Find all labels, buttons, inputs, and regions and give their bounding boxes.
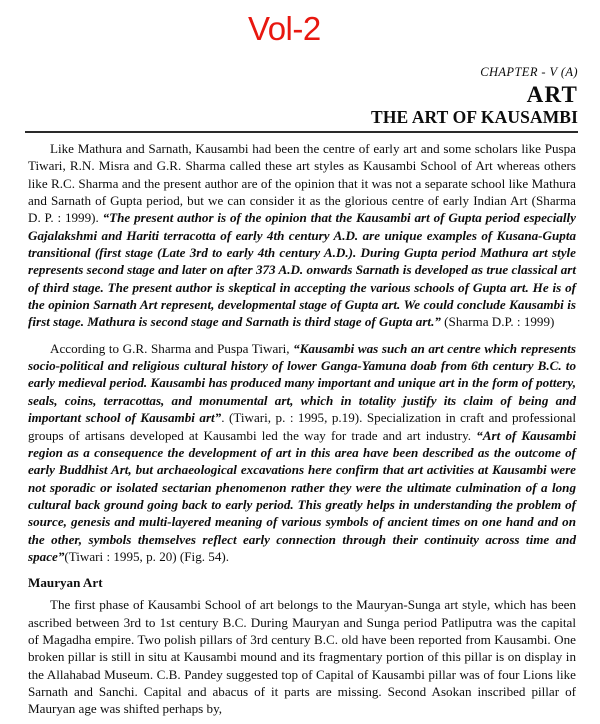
section-heading-mauryan-art: Mauryan Art: [28, 575, 103, 591]
paragraph-2-citation: (Tiwari : 1995, p. 20) (Fig. 54).: [64, 548, 230, 564]
page-title: ART: [526, 81, 578, 107]
page-header: [26, 66, 578, 127]
paragraph-2: [28, 340, 576, 565]
chapter-label: CHAPTER - V (A): [480, 65, 578, 79]
paragraph-1-text-a: Like Mathura and Sarnath, Kausambi had been the centre of early art and some scholars like Puspa Tiwari, R.N. Misra and G.R. Sharma called these art styles as Kausambi School of Art whereas others like R.C. Sharma and the present author are of the opinion that it was not a separate school like Mathura and Sarnath of Gupta period, but we can consider it as the glorious centre of early Indian Art (Sharma D. P. : 1999).: [28, 141, 576, 226]
page-subtitle: THE ART OF KAUSAMBI: [371, 106, 578, 127]
volume-stamp: Vol-2: [248, 10, 321, 47]
body-column: [28, 140, 576, 718]
paragraph-1-citation: (Sharma D.P. : 1999): [440, 314, 555, 330]
paragraph-3: The first phase of Kausambi School of art belongs to the Mauryan-Sunga art style, which has been ascribed between 3rd to 1st century B.C. During Mauryan and Sunga period Patliputra was the capital of Magadha empire. Two polish pillars of 3rd century B.C. old have been reported from Kausambi. One broken pillar is still in situ at Kausambi mound and its fragmentary portion of this pillar is on display in the Allahabad Museum. C.B. Pandey suggested top of Capital of Kausambi pillar was of four Lions like Sarnath and Sanchi. Capital and abacus of it parts are missing. Second Asokan inscribed pillar of Mauryan age was shifted perhaps by,: [28, 597, 576, 717]
paragraph-1: [28, 140, 576, 331]
paragraph-2-quote-1: “Kausambi was such an art centre which represents socio-political and religious cultural history of lower Ganga-Yamuna doab from 6th century B.C. to early medieval period. Kausambi has produced many important and unique art in the form of pottery, seals, coins, terracottas, and monumental art, which in totality justify its claim of being and important school of Kausambi art”: [28, 340, 576, 426]
paragraph-2-quote-2: “Art of Kausambi region as a consequence the development of art in this area have been described as the outcome of early Buddhist Art, but archaeological excavations here confirm that art activities at Kausambi were not sporadic or isolated sectarian phenomenon rather they were the ultimate culmination of a long cultural back ground going back to early period. This greatly helps in understanding the problem of source, genesis and multi-layered meaning of various symbols of ancient times on one hand and on the other, symbols themselves reflect early connection through their continuity across time and space”: [28, 427, 577, 564]
paragraph-2-text-a: According to G.R. Sharma and Puspa Tiwari,: [50, 340, 294, 356]
header-divider: [25, 131, 578, 133]
paragraph-1-quote: “The present author is of the opinion that the Kausambi art of Gupta period especially Gajalakshmi and Hariti terracotta of early 4th century A.D. are unique examples of Kusana-Gupta transitional (first stage (Late 3rd to early 4th century A.D.). During Gupta period Mathura art style represents second stage and later on after 373 A.D. onwards Sarnath is developed as true classical art of third stage. The present author is skeptical in accepting the various schools of Gupta art. He is of the opinion Sarnath Art represent, developmental stage of Gupta art. We could conclude Kausambi is first stage. Mathura is second stage and Sarnath is third stage of Gupta art.”: [28, 210, 576, 330]
paragraph-2-text-b: . (Tiwari, p. : 1995, p.19). Specialization in craft and professional groups of artisans developed at Kausambi led the way for trade and art industry.: [28, 410, 576, 443]
